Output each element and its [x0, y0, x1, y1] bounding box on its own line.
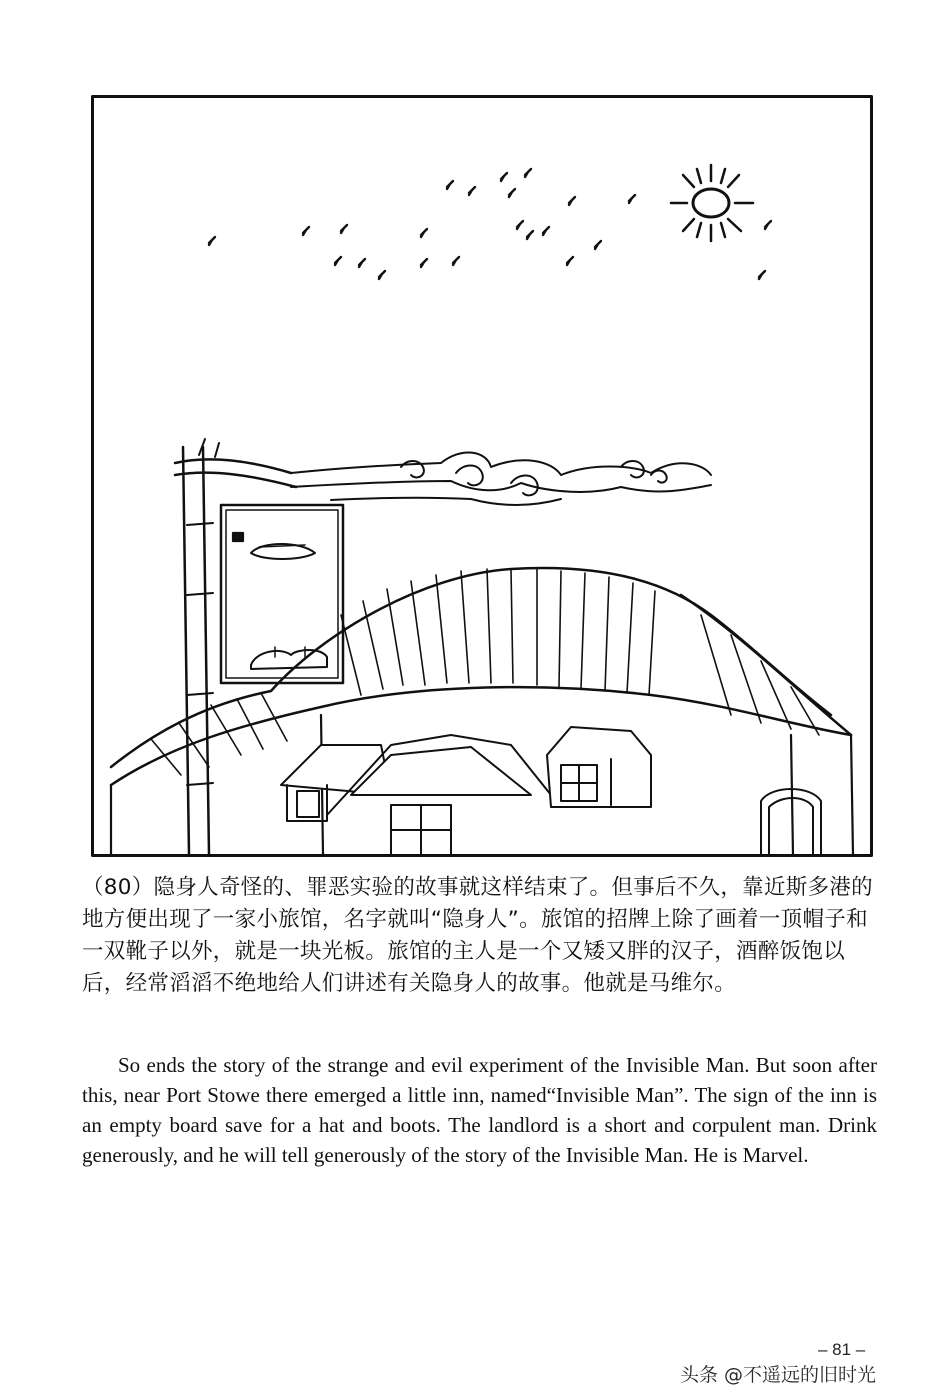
inn-sign-board	[221, 505, 343, 683]
chinese-caption	[82, 872, 882, 1000]
chinese-caption-text: （80）隐身人奇怪的、罪恶实验的故事就这样结束了。但事后不久，靠近斯多港的地方便出现了一家小旅馆，名字就叫“隐身人”。旅馆的招牌上除了画着一顶帽子和一双靴子以外，就是一块光板。旅馆的主人是一个又矮又胖的汉子，酒醉饭饱以后，经常滔滔不绝地给人们讲述有关隐身人的故事。他就是马维尔。	[82, 875, 873, 996]
inn-illustration	[91, 95, 873, 857]
page-number: – 81 –	[818, 1340, 866, 1359]
watermark: 头条 @不遥远的旧时光	[680, 1364, 877, 1386]
sun-icon	[671, 165, 753, 241]
dormer-windows	[281, 727, 821, 855]
bird-flock	[209, 169, 771, 279]
english-caption-text: So ends the story of the strange and evil experiment of the Invisible Man. But soon after this, near Port Stowe there emerged a little inn, named“Invisible Man”. The sign of the inn is an empty board save for a hat and boots. The landlord is a short and corpulent man. Drink generously, and he will tell generously of the story of the Invisible Man. He is Marvel.	[82, 1053, 877, 1167]
cloud-streaks	[291, 452, 711, 505]
english-caption	[82, 1050, 877, 1170]
